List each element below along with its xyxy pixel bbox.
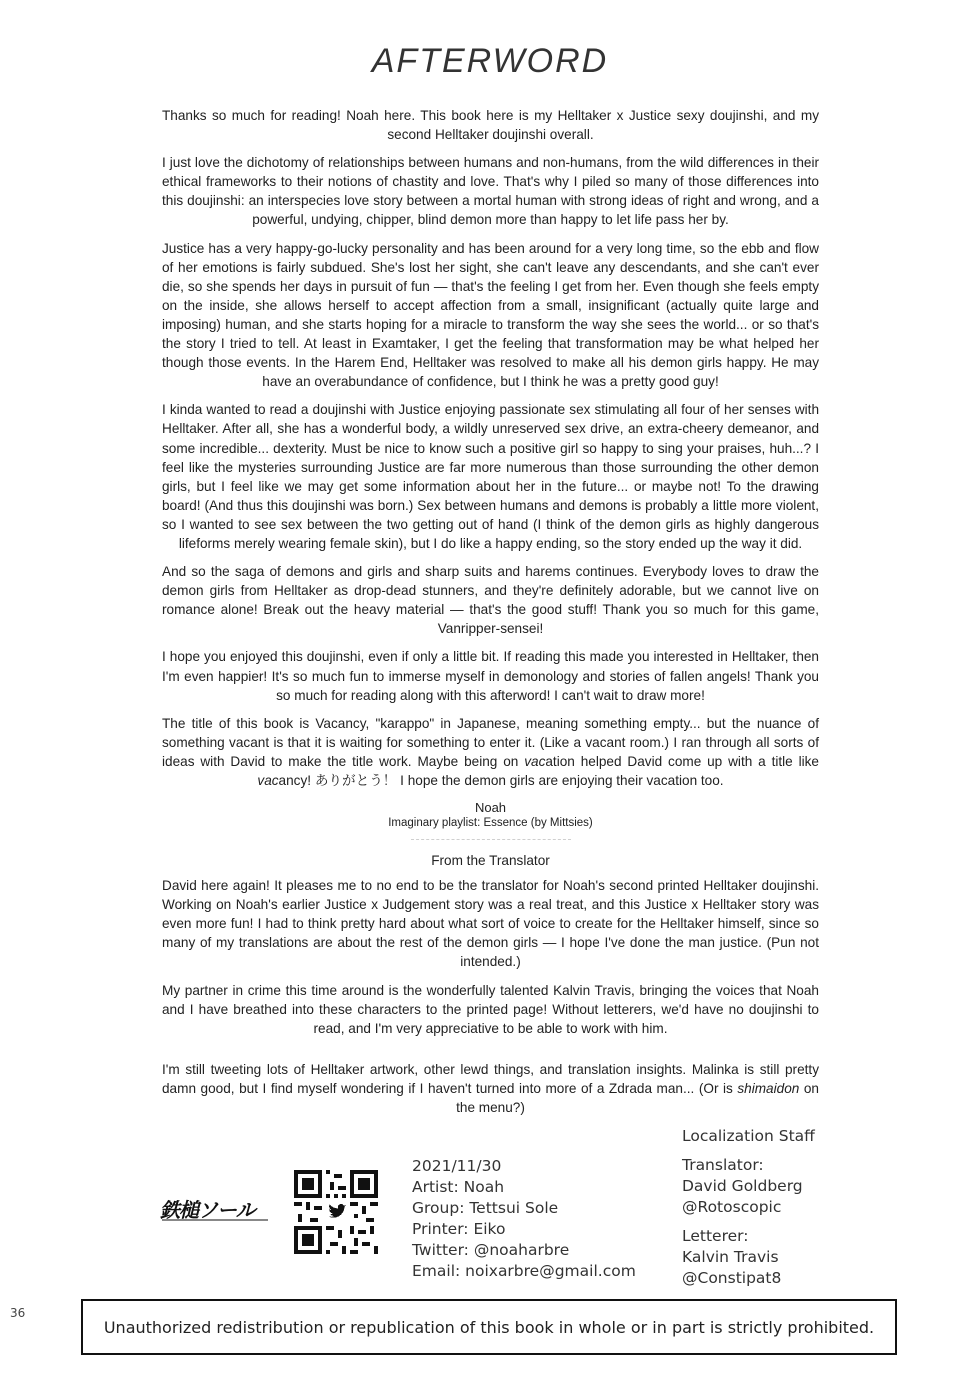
circle-logo-icon bbox=[160, 1196, 272, 1222]
credits-email: Email: noixarbre@gmail.com bbox=[412, 1262, 636, 1280]
translator-paragraph-2: My partner in crime this time around is the wonderfully talented Kalvin Travis, bringing the voices that Noah and I have breathed into these characters to the printed page! Without letterers, we'd have no doujinshi to read, and I'm very appreciative to be able to work with him. bbox=[162, 982, 819, 1036]
signature bbox=[162, 799, 819, 831]
paragraph-6: I hope you enjoyed this doujinshi, even if only a little bit. If reading this made you interested in Helltaker, then I'm even happier! It's so much fun to immerse myself in demonology and stories of fallen angels! Thank you so much for reading along with this afterword! I can't wait to draw more! bbox=[162, 649, 819, 703]
afterword-body bbox=[162, 106, 819, 1126]
translator-heading: From the Translator bbox=[431, 853, 550, 869]
credits-printer: Printer: Eiko bbox=[412, 1220, 506, 1238]
paragraph-5: And so the saga of demons and girls and sharp suits and harems continues. Everybody loves to draw the demon girls from Helltaker as drop-dead stunners, and they're definitely adorable, but we cannot live on romance alone! Break out the heavy material — that's the good stuff! Thank you so much for this game, Vanripper-sensei! bbox=[162, 564, 819, 637]
letterer-credit bbox=[682, 1226, 815, 1289]
credits-artist: Artist: Noah bbox=[412, 1178, 505, 1196]
copyright-notice bbox=[81, 1299, 897, 1355]
translator-paragraph-1: David here again! It pleases me to no end to be the translator for Noah's second printed Helltaker doujinshi. Working on Noah's earlier Justice x Judgement story was a real treat, and this Justice x Helltaker story was even more fun! I had to think pretty hard about what sort of voice to create for the Helltaker himself, since so many of my translations are about the rest of the demon girls — I hope I've done the man justice. (Pun not intended.) bbox=[162, 878, 819, 970]
credits bbox=[412, 1156, 636, 1282]
page-number: 36 bbox=[10, 1306, 26, 1320]
title-em-1: vac bbox=[524, 753, 546, 769]
localization-staff bbox=[682, 1126, 815, 1289]
translator-label: Translator: bbox=[682, 1156, 764, 1174]
letterer-handle: @Constipat8 bbox=[682, 1269, 782, 1287]
qr-code-icon bbox=[294, 1170, 378, 1254]
letterer-name: Kalvin Travis bbox=[682, 1248, 779, 1266]
title-text-2: ation helped David come up with a title like bbox=[545, 753, 819, 769]
credits-group: Group: Tettsui Sole bbox=[412, 1199, 559, 1217]
last-text-1: I'm still tweeting lots of Helltaker artwork, other lewd things, and translation insights. Malinka is still pretty damn good, but I find myself wondering if I haven't turned into more of a Zdrada man... (Or is bbox=[162, 1061, 819, 1096]
last-text-2: on the menu?) bbox=[456, 1080, 819, 1116]
paragraph-2: I just love the dichotomy of relationships between humans and non-humans, from the wild differences in their ethical frameworks to their notions of chastity and love. That's why I piled so many of those differences into this doujinshi: an interspecies love story between a mortal human with strong ideas of right and wrong, and a powerful, undying, chipper, blind demon more than happy to let life pass her by. bbox=[162, 155, 819, 228]
divider bbox=[411, 839, 571, 841]
translator-credit bbox=[682, 1155, 815, 1218]
page-title: AFTERWORD bbox=[371, 42, 609, 80]
translator-paragraph-3 bbox=[162, 1060, 819, 1117]
translator-handle: @Rotoscopic bbox=[682, 1198, 782, 1216]
paragraph-title-meaning bbox=[162, 714, 819, 790]
title-em-2: vac bbox=[257, 773, 279, 788]
logo-text: 鉄槌ソール bbox=[160, 1198, 255, 1222]
paragraph-3: Justice has a very happy-go-lucky personality and has been around for a very long time, so the ebb and flow of her emotions is fairly subdued. She's lost her sight, she can't leave any descendants, and she can't ever die, so she spends her days in pursuit of fun — that's the feeling I get from her. Even though she feels empty on the inside, she allows herself to accept affection from a small, insignificant (actually quite large and imposing) human, and she starts hoping for a miracle to transform the way she sees the world... or so that's the story I tried to tell. At least in Examtaker, I get the feeling that transformation may be what helped her though those events. In the Harem End, Helltaker was resolved to make all his demon girls happy. He may have an overabundance of confidence, but I think he was a pretty good guy! bbox=[162, 240, 819, 390]
last-em: shimaidon bbox=[737, 1080, 800, 1096]
title-text-3: ancy! ありがとう！ I hope the demon girls are enjoying their vacation too. bbox=[278, 773, 724, 788]
notice-text: Unauthorized redistribution or republication of this book in whole or in part is strictly prohibited. bbox=[103, 1317, 875, 1337]
translator-name: David Goldberg bbox=[682, 1177, 803, 1195]
signature-name: Noah bbox=[474, 800, 507, 816]
credits-date: 2021/11/30 bbox=[412, 1157, 502, 1175]
credits-twitter: Twitter: @noaharbre bbox=[412, 1241, 570, 1259]
signature-playlist: Imaginary playlist: Essence (by Mittsies) bbox=[388, 817, 593, 830]
paragraph-1: Thanks so much for reading! Noah here. This book here is my Helltaker x Justice sexy doujinshi, and my second Helltaker doujinshi overall. bbox=[162, 108, 819, 143]
title-text-1: The title of this book is Vacancy, "karappo" in Japanese, meaning something empty... but the nuance of something vacant is that it is waiting for something to enter it. (Like a vacant room.) I ran through all sorts of ideas with David to make the title work. Maybe being on bbox=[162, 715, 819, 769]
paragraph-4: I kinda wanted to read a doujinshi with Justice enjoying passionate sex stimulating all four of her senses with Helltaker. After all, she has a wonderful body, a wildly unreserved sex drive, an extra-cheery demeanor, and some incredible... dexterity. Must be nice to know such a positive girl so happy to sing your praises, huh...? I feel like the mysteries surrounding Justice are far more numerous than those surrounding the other demon girls, but I feel like we may get some information about her in the future... or maybe not! To the drawing board! (And thus this doujinshi was born.) Sex between humans and demons is probably a little more violent, so I wanted to see sex between the two getting out of hand (I think of the demon girls as highly dangerous lifeforms merely wearing female skin), but I do like a happy ending, so the story ended up the way it did. bbox=[162, 402, 819, 551]
letterer-label: Letterer: bbox=[682, 1227, 749, 1245]
staff-heading: Localization Staff bbox=[682, 1127, 815, 1145]
